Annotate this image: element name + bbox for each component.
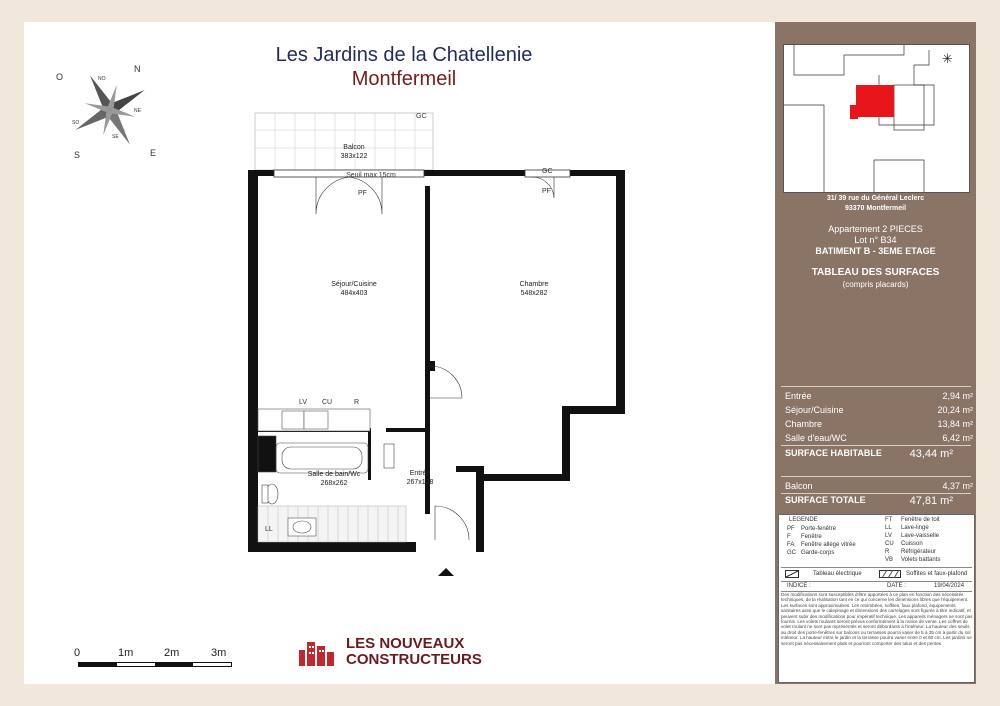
room-sejour <box>314 280 394 298</box>
room-balcon <box>304 143 404 161</box>
indice-label: INDICE : <box>787 583 811 589</box>
table-subtitle: (compris placards) <box>842 280 909 289</box>
room-chambre-name: Chambre <box>519 281 549 288</box>
room-chambre <box>494 280 574 298</box>
legend-code: LV <box>885 533 892 539</box>
seuil-label: Seuil max 15cm <box>346 172 396 179</box>
balcon-gc-label: GC <box>416 113 427 120</box>
brand-line2: CONSTRUCTEURS <box>346 651 482 668</box>
legend-code: R <box>885 549 890 555</box>
legend-text: Fenêtre de toit <box>901 517 940 523</box>
address-line2: 93370 Montfermeil <box>844 205 907 212</box>
soffites-hatch-icon <box>879 570 901 578</box>
room-sdb-size: 268x262 <box>320 480 348 487</box>
appart-type: Appartement 2 PIECES <box>828 224 923 234</box>
surface-row: Chambre 13,84 m² <box>785 419 973 429</box>
surface-row: Séjour/Cuisine 20,24 m² <box>785 405 973 415</box>
brand-line1: LES NOUVEAUX <box>346 635 465 652</box>
info-panel <box>775 22 976 684</box>
compass-s: S <box>74 150 81 158</box>
legend-soffites: Soffites et faux-plafond <box>906 571 968 577</box>
room-sdb <box>294 470 374 488</box>
svg-text:✳: ✳ <box>942 52 953 67</box>
surface-row: Entrée 2,94 m² <box>785 391 973 401</box>
room-entree <box>400 469 440 487</box>
ll-label: LL <box>265 526 273 533</box>
scale-label-1: 1m <box>118 647 134 659</box>
room-sejour-size: 484x403 <box>340 290 368 297</box>
legend-code: F <box>787 534 791 540</box>
floor-plan-drawing <box>244 106 644 596</box>
address-line1: 31/ 39 rue du Général Leclerc <box>826 195 925 202</box>
compass-n: N <box>134 64 141 74</box>
brand-logo-icon <box>298 638 342 668</box>
legend-code: FA <box>787 542 795 548</box>
surface-totale: SURFACE TOTALE 47,81 m² <box>785 495 953 507</box>
compass-se: SE <box>112 134 119 140</box>
room-sdb-name: Salle de bain/Wc <box>307 471 361 478</box>
room-balcon-size: 383x122 <box>340 153 368 160</box>
legend-tableau: Tableau électrique <box>813 571 862 577</box>
legend-text: Porte-fenêtre <box>801 526 837 532</box>
compass-rose-icon <box>54 58 164 158</box>
gc-label-chambre: GC <box>542 168 553 175</box>
cu-label: CU <box>322 399 333 406</box>
surface-balcon: Balcon 4,37 m² <box>785 481 973 491</box>
batiment-etage: BATIMENT B - 3EME ETAGE <box>815 246 936 256</box>
room-entree-name: Entrée <box>409 470 431 477</box>
lot-number: Lot n° B34 <box>854 235 897 245</box>
r-label: R <box>354 399 360 406</box>
legend-code: CU <box>885 541 894 547</box>
room-balcon-name: Balcon <box>343 144 365 151</box>
page-title: Les Jardins de la Chatellenie <box>275 44 533 66</box>
date-label: DATE : <box>887 583 906 589</box>
legend-box <box>778 514 975 683</box>
legend-text: Fenêtre allège vitrée <box>801 542 856 548</box>
brand-name <box>346 636 482 668</box>
legend-code: LL <box>885 525 892 531</box>
compass-ne: NE <box>134 108 141 114</box>
legend-text: Garde-corps <box>801 550 835 556</box>
date-value: 19/04/2024 <box>934 583 965 589</box>
legend-text: Volets battants <box>901 557 941 563</box>
legend-title: LEGENDE <box>789 517 818 523</box>
scale-label-2: 2m <box>164 647 180 659</box>
legend-text: Lave-linge <box>901 525 929 531</box>
legend-code: VB <box>885 557 894 563</box>
room-chambre-size: 548x282 <box>520 290 548 297</box>
legend-text: Fenêtre <box>801 534 822 540</box>
location-keymap <box>783 44 970 193</box>
disclaimer-text: Des modifications sont susceptibles d'être apportées à ce plan en fonction des nécessités techniques, de la réalisation tant en ce qui concerne les dimensions libres que l'équipement. Les surfaces sont approximatives. Les retombées, soffites, faux plafond, équipements sanitaires ainsi que le calepinage et dimensions des carrelages sont figurés à titre indicatif, et peuvent subir des modifications pour impératif technique. Les appareils ménagers ne sont pas fournis. Les volets roulants seront prévus conformément à la notice de vente. Les coffres de volet roulant ne sont pas représentés et seront débordants à l'intérieur. La hauteur des seuils au droit des porte-fenêtres sur balcons ou terrasses pourra varier de 5 à 35 cm à partir du sol intérieur. La hauteur entre le jardin et la terrasse pourra varier entre 0 et 60 cm. Les jardins ne seront pas nécessairement plats et pourront comporter des talus et des pentes. <box>781 592 973 646</box>
legend-code: FT <box>885 517 893 523</box>
compass-no: NO <box>98 76 106 82</box>
table-title: TABLEAU DES SURFACES <box>811 267 940 278</box>
compass-e: E <box>150 148 157 158</box>
legend-code: GC <box>787 550 796 556</box>
page-subtitle: Montfermeil <box>351 68 457 90</box>
room-sejour-name: Séjour/Cuisine <box>331 281 377 288</box>
compass-o: O <box>56 72 64 82</box>
keymap-drawing-icon <box>784 45 969 192</box>
legend-code: PF <box>787 526 795 532</box>
compass-so: SO <box>72 120 80 126</box>
scale-label-3: 3m <box>211 647 227 659</box>
legend-text: Réfrigérateur <box>901 549 937 555</box>
room-entree-size: 267x128 <box>406 479 434 486</box>
lv-label: LV <box>299 399 308 406</box>
surface-row: Salle d'eau/WC 6,42 m² <box>785 433 973 443</box>
scale-label-0: 0 <box>74 647 81 659</box>
legend-text: Cuisson <box>901 541 923 547</box>
pf-label-chambre: PF <box>542 188 551 195</box>
surface-habitable: SURFACE HABITABLE 43,44 m² <box>785 448 953 460</box>
pf-label-sejour: PF <box>358 190 367 197</box>
legend-text: Lave-vaisselle <box>901 533 940 539</box>
tableau-electrique-icon <box>785 570 799 578</box>
